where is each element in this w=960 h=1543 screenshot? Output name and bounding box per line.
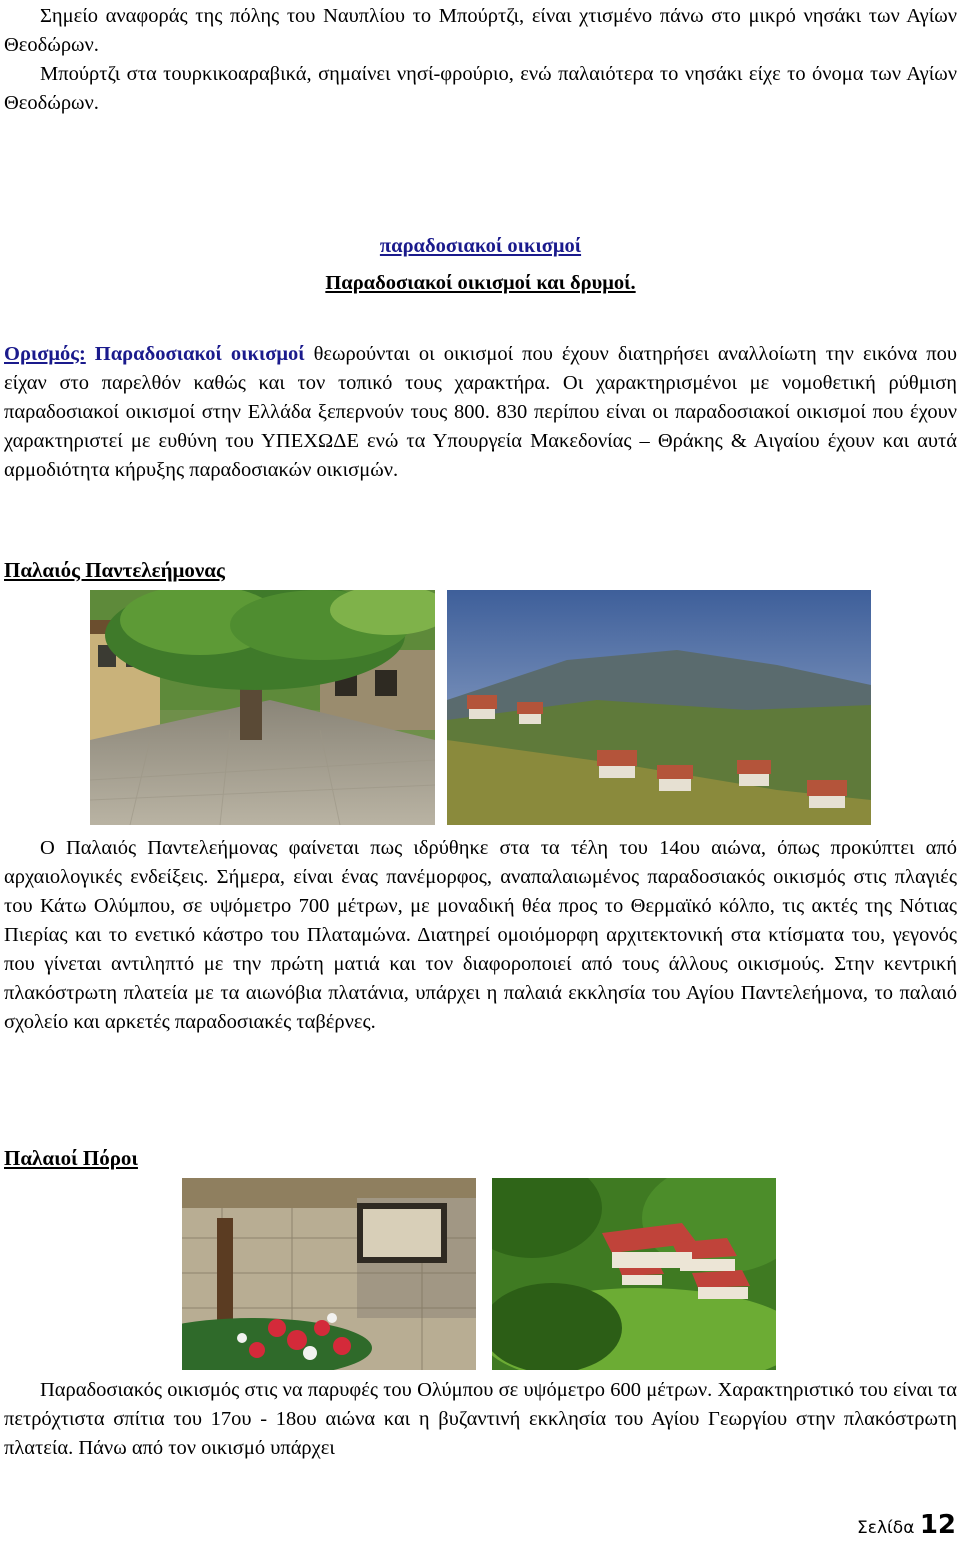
section2-body [4,1376,957,1463]
section-title-palaioi-poroi: Παλαιοί Πόροι [4,1146,138,1170]
page-subtitle [4,269,957,298]
page-number: 12 [919,1510,956,1540]
photo-village-square [90,590,435,825]
section1-body-text: Ο Παλαιός Παντελεήμονας φαίνεται πως ιδρύθηκε στα τα τέλη του 14ου αιώνα, όπως προκύπτει από αρχαιολογικές ενδείξεις. Σήμερα, είναι ένας πανέμορφος, αναπαλαιωμένος παραδοσιακός οικισμός στις πλαγιές του Κάτω Ολύμπου, σε υψόμετρο 700 μέτρων, με μοναδική θέα προς το Θερμαϊκό κόλπο, τις ακτές της Νότιας Πιερίας και το ενετικό κάστρο του Πλαταμώνα. Διατηρεί ομοιόμορφη αρχιτεκτονική στα κτίσματα του, γεγονός που γίνεται αντιληπτό με την πρώτη ματιά και τον διαφοροποιεί από τους άλλους οικισμούς. Στην κεντρική πλακόστρωτη πλατεία με τα αιωνόβια πλατάνια, υπάρχει η παλαιά εκκλησία του Αγίου Παντελεήμονα, το παλαιό σχολείο και αρκετές παραδοσιακές ταβέρνες. [4,837,957,1033]
intro-paragraph-1 [4,2,957,60]
section1-body [4,834,957,1037]
section-title-palaios-panteleimonas: Παλαιός Παντελεήμονας [4,558,225,582]
section2-body-text: Παραδοσιακός οικισμός στις να παρυφές του Ολύμπου σε υψόμετρο 600 μέτρων. Χαρακτηριστικό του είναι τα πετρόχτιστα σπίτια του 17ου - 18ου αιώνα και η βυζαντινή εκκλησία του Αγίου Γεωργίου στην πλακόστρωτη πλατεία. Πάνω από τον οικισμό υπάρχει [4,1379,957,1459]
intro-text-1: Σημείο αναφοράς της πόλης του Ναυπλίου το Μπούρτζι, είναι χτισμένο πάνω στο μικρό νησάκι των Αγίων Θεοδώρων. [4,5,957,56]
photo-stone-sign-flowers [182,1178,476,1370]
definition-text: θεωρούνται οι οικισμοί που έχουν διατηρήσει αναλλοίωτη την εικόνα που είχαν στο παρελθόν καθώς και τον τοπικό τους χαρακτήρα. Οι χαρακτηρισμένοι με νομοθετική ρύθμιση παραδοσιακοί οικισμοί στην Ελλάδα ξεπερνούν τους 800. 830 περίπου είναι οι παραδοσιακοί οικισμοί που έχουν χαρακτηριστεί με ευθύνη του ΥΠΕΧΩΔΕ ενώ τα Υπουργεία Μακεδονίας – Θράκης & Αιγαίου έχουν και αυτά αρμοδιότητα κήρυξης παραδοσιακών οικισμών. [4,343,957,481]
photo-village-mountain-view [447,590,871,825]
page-label: Σελίδα [857,1518,915,1538]
intro-text-2: Μπούρτζι στα τουρκικοαραβικά, σημαίνει νησί-φρούριο, ενώ παλαιότερα το νησάκι είχε το όνομα των Αγίων Θεοδώρων. [4,63,957,114]
definition-label: Ορισμός: [4,343,86,365]
section-link-heading[interactable] [4,232,957,261]
subtitle-text: Παραδοσιακοί οικισμοί και δρυμοί. [325,272,636,294]
definition-term: Παραδοσιακοί οικισμοί [94,343,305,365]
page-footer [857,1510,956,1543]
intro-paragraph-2 [4,60,957,118]
definition-paragraph [4,340,957,485]
photo-village-square-image [90,590,435,825]
photo-village-forest [492,1178,776,1370]
photo-village-forest-image [492,1178,776,1370]
photo-village-mountain-image [447,590,871,825]
photo-stone-sign-image [182,1178,476,1370]
traditional-settlements-link[interactable]: παραδοσιακοί οικισμοί [379,235,582,257]
